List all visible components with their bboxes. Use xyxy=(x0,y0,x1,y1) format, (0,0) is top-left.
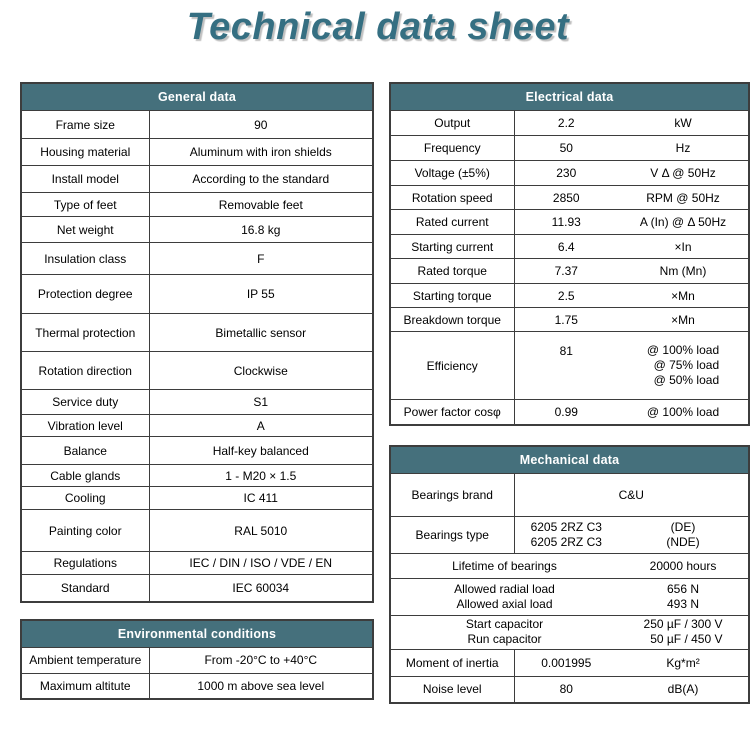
row-unit: Kg*m² xyxy=(618,649,749,676)
row-label: Frame size xyxy=(21,111,149,139)
row-value-line: 6205 2RZ C3 xyxy=(530,519,602,534)
row-label: Bearings brand xyxy=(390,473,514,516)
row-label: Cable glands xyxy=(21,465,149,487)
table-row xyxy=(390,186,749,210)
row-label: Vibration level xyxy=(21,415,149,437)
table-row xyxy=(390,284,749,308)
table-header: Mechanical data xyxy=(390,446,749,474)
row-unit-line: 656 N xyxy=(667,581,700,596)
table-row xyxy=(390,553,749,578)
row-label: Housing material xyxy=(21,139,149,166)
table-row xyxy=(21,275,373,314)
environmental-conditions-table xyxy=(20,619,374,701)
row-unit: V Δ @ 50Hz xyxy=(618,161,749,186)
row-value: 1000 m above sea level xyxy=(149,673,373,699)
table-row xyxy=(21,314,373,352)
row-value: 2.2 xyxy=(514,111,618,136)
electrical-data-table xyxy=(389,82,750,426)
row-label: Rotation speed xyxy=(390,186,514,210)
row-label: Bearings type xyxy=(390,516,514,553)
table-row xyxy=(21,217,373,243)
row-value: 0.99 xyxy=(514,400,618,425)
row-label: Rated current xyxy=(390,210,514,235)
row-label: Frequency xyxy=(390,136,514,161)
table-row xyxy=(21,139,373,166)
table-header: General data xyxy=(21,83,373,111)
row-label: Power factor cosφ xyxy=(390,400,514,425)
row-label: Insulation class xyxy=(21,243,149,275)
row-unit: @ 100% load xyxy=(618,400,749,425)
table-row xyxy=(390,259,749,284)
row-value: Aluminum with iron shields xyxy=(149,139,373,166)
table-row xyxy=(390,235,749,259)
row-value: 2850 xyxy=(514,186,618,210)
row-label: Rotation direction xyxy=(21,352,149,390)
table-header-row xyxy=(21,620,373,648)
row-unit-line: 493 N xyxy=(667,596,700,611)
table-row xyxy=(390,161,749,186)
row-value: IEC / DIN / ISO / VDE / EN xyxy=(149,552,373,575)
row-unit-line: (NDE) xyxy=(666,534,700,549)
row-value: 1.75 xyxy=(514,308,618,332)
table-row xyxy=(21,166,373,193)
table-row xyxy=(390,516,749,553)
table-row xyxy=(390,578,749,615)
row-label: Maximum altitute xyxy=(21,673,149,699)
row-unit: A (In) @ Δ 50Hz xyxy=(618,210,749,235)
row-unit: 20000 hours xyxy=(618,553,749,578)
row-unit: kW xyxy=(618,111,749,136)
row-label: Output xyxy=(390,111,514,136)
row-label: Type of feet xyxy=(21,193,149,217)
row-label: Moment of inertia xyxy=(390,649,514,676)
row-value: IEC 60034 xyxy=(149,575,373,602)
row-unit-line: @ 75% load xyxy=(653,358,720,372)
row-unit xyxy=(618,332,749,400)
table-row xyxy=(21,487,373,510)
table-row xyxy=(21,352,373,390)
general-data-table xyxy=(20,82,374,603)
row-label: Balance xyxy=(21,437,149,465)
table-row xyxy=(390,615,749,649)
table-row xyxy=(21,415,373,437)
row-label: Net weight xyxy=(21,217,149,243)
row-label: Breakdown torque xyxy=(390,308,514,332)
row-value xyxy=(514,516,618,553)
row-value: 1 - M20 × 1.5 xyxy=(149,465,373,487)
table-row xyxy=(21,647,373,673)
row-value: S1 xyxy=(149,390,373,415)
table-row xyxy=(21,111,373,139)
row-value: RAL 5010 xyxy=(149,510,373,552)
row-label-line: Run capacitor xyxy=(467,632,542,646)
table-row xyxy=(390,332,749,400)
row-label: Install model xyxy=(21,166,149,193)
row-value: A xyxy=(149,415,373,437)
table-row xyxy=(21,552,373,575)
row-value: Bimetallic sensor xyxy=(149,314,373,352)
row-value: 7.37 xyxy=(514,259,618,284)
table-row xyxy=(390,111,749,136)
row-value: Clockwise xyxy=(149,352,373,390)
row-label-line: Start capacitor xyxy=(465,617,544,631)
left-column xyxy=(20,82,372,700)
row-label: Standard xyxy=(21,575,149,602)
row-label: Service duty xyxy=(21,390,149,415)
row-value: 2.5 xyxy=(514,284,618,308)
table-row xyxy=(390,400,749,425)
row-label xyxy=(390,578,618,615)
table-header-row xyxy=(21,83,373,111)
row-unit-line: (DE) xyxy=(670,519,696,534)
row-value: C&U xyxy=(514,473,749,516)
row-unit xyxy=(618,615,749,649)
row-label xyxy=(390,615,618,649)
table-row xyxy=(21,437,373,465)
row-label: Ambient temperature xyxy=(21,647,149,673)
row-value: 50 xyxy=(514,136,618,161)
row-label: Rated torque xyxy=(390,259,514,284)
row-value-line: 6205 2RZ C3 xyxy=(530,534,602,549)
row-label: Painting color xyxy=(21,510,149,552)
right-column xyxy=(389,82,748,704)
row-unit xyxy=(618,578,749,615)
row-label: Lifetime of bearings xyxy=(390,553,618,578)
row-value: 230 xyxy=(514,161,618,186)
row-label: Protection degree xyxy=(21,275,149,314)
table-row xyxy=(21,510,373,552)
table-row xyxy=(390,136,749,161)
mechanical-data-table xyxy=(389,445,750,705)
row-unit-line: 250 µF / 300 V xyxy=(643,617,723,631)
row-label: Regulations xyxy=(21,552,149,575)
row-value: 81 xyxy=(514,332,618,400)
table-header-row xyxy=(390,83,749,111)
row-value: 80 xyxy=(514,676,618,703)
row-value: F xyxy=(149,243,373,275)
table-row xyxy=(390,308,749,332)
row-label: Starting torque xyxy=(390,284,514,308)
row-value: According to the standard xyxy=(149,166,373,193)
table-row xyxy=(21,673,373,699)
page-title: Technical data sheet xyxy=(186,6,570,48)
row-value: From -20°C to +40°C xyxy=(149,647,373,673)
row-label-line: Allowed axial load xyxy=(456,596,553,611)
row-unit: ×Mn xyxy=(618,284,749,308)
row-unit: RPM @ 50Hz xyxy=(618,186,749,210)
table-row xyxy=(390,473,749,516)
row-value: Half-key balanced xyxy=(149,437,373,465)
row-unit-line: @ 100% load xyxy=(646,343,720,357)
table-row xyxy=(21,575,373,602)
row-label: Noise level xyxy=(390,676,514,703)
table-row xyxy=(390,210,749,235)
table-row xyxy=(21,390,373,415)
row-unit: Hz xyxy=(618,136,749,161)
table-row xyxy=(390,649,749,676)
row-unit: dB(A) xyxy=(618,676,749,703)
row-unit-line: 50 µF / 450 V xyxy=(650,632,723,646)
row-label: Cooling xyxy=(21,487,149,510)
table-row xyxy=(21,243,373,275)
row-unit: ×In xyxy=(618,235,749,259)
row-value: Removable feet xyxy=(149,193,373,217)
row-value: 6.4 xyxy=(514,235,618,259)
row-unit: ×Mn xyxy=(618,308,749,332)
row-unit-line: @ 50% load xyxy=(653,373,720,387)
table-header: Environmental conditions xyxy=(21,620,373,648)
row-label: Voltage (±5%) xyxy=(390,161,514,186)
row-label: Efficiency xyxy=(390,332,514,400)
table-header-row xyxy=(390,446,749,474)
table-header: Electrical data xyxy=(390,83,749,111)
table-row xyxy=(21,465,373,487)
row-value: 90 xyxy=(149,111,373,139)
table-row xyxy=(21,193,373,217)
row-value: IC 411 xyxy=(149,487,373,510)
row-value: 16.8 kg xyxy=(149,217,373,243)
row-unit: Nm (Mn) xyxy=(618,259,749,284)
row-label-line: Allowed radial load xyxy=(454,581,555,596)
row-label: Thermal protection xyxy=(21,314,149,352)
row-value: 0.001995 xyxy=(514,649,618,676)
row-value: IP 55 xyxy=(149,275,373,314)
table-row xyxy=(390,676,749,703)
row-value: 11.93 xyxy=(514,210,618,235)
row-label: Starting current xyxy=(390,235,514,259)
row-unit xyxy=(618,516,749,553)
